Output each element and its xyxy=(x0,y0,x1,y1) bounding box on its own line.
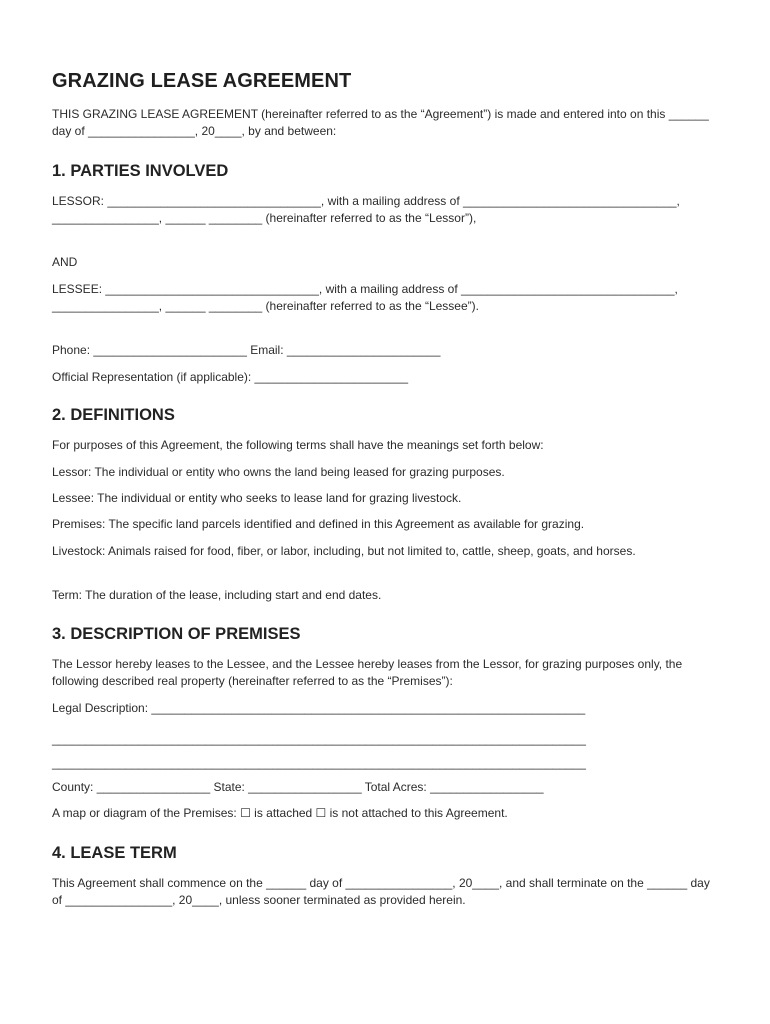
document-title: GRAZING LEASE AGREEMENT xyxy=(52,70,352,92)
legal-description-line-3: ________________________________________________________________________________ xyxy=(52,756,586,770)
official-representation-line: Official Representation (if applicable): _______________________ xyxy=(52,370,409,384)
legal-description-line: Legal Description: _________________________________________________________________ xyxy=(52,701,586,715)
definition-livestock: Livestock: Animals raised for food, fiber, or labor, including, but not limited to, cattle, sheep, goats, and horses. xyxy=(52,544,636,558)
lessee-paragraph: LESSEE: ________________________________, with a mailing address of ________________________________, ________________, ______ ________ (hereinafter referred to as the “Lessee”). xyxy=(52,282,678,313)
and-text: AND xyxy=(52,255,78,269)
definition-term: Term: The duration of the lease, including start and end dates. xyxy=(52,588,382,602)
phone-email-line: Phone: _______________________ Email: _______________________ xyxy=(52,343,441,357)
map-attachment-line: A map or diagram of the Premises: ☐ is attached ☐ is not attached to this Agreement. xyxy=(52,806,508,820)
definition-premises: Premises: The specific land parcels identified and defined in this Agreement as available for grazing. xyxy=(52,517,585,531)
lessor-paragraph: LESSOR: ________________________________, with a mailing address of ________________________________, ________________, ______ ________ (hereinafter referred to as the “Lessor”), xyxy=(52,194,680,225)
section-2-heading: 2. DEFINITIONS xyxy=(52,406,175,424)
section-1-heading: 1. PARTIES INVOLVED xyxy=(52,162,229,180)
county-state-acres-line: County: _________________ State: _________________ Total Acres: _________________ xyxy=(52,780,544,794)
definitions-intro: For purposes of this Agreement, the following terms shall have the meanings set forth below: xyxy=(52,438,544,452)
section-4-heading: 4. LEASE TERM xyxy=(52,844,177,862)
legal-description-line-2: ________________________________________________________________________________ xyxy=(52,732,586,746)
section-3-heading: 3. DESCRIPTION OF PREMISES xyxy=(52,625,301,643)
definition-lessee: Lessee: The individual or entity who seeks to lease land for grazing livestock. xyxy=(52,491,462,505)
definition-lessor: Lessor: The individual or entity who owns the land being leased for grazing purposes. xyxy=(52,465,505,479)
premises-intro: The Lessor hereby leases to the Lessee, and the Lessee hereby leases from the Lessor, for grazing purposes only, the following described real property (hereinafter referred to as the “Premises”): xyxy=(52,657,683,688)
intro-paragraph: THIS GRAZING LEASE AGREEMENT (hereinafter referred to as the “Agreement”) is made and entered into on this ______ day of ________________, 20____, by and between: xyxy=(52,107,709,138)
lease-term-paragraph: This Agreement shall commence on the ______ day of ________________, 20____, and shall terminate on the ______ day of ________________, 20____, unless sooner terminated as provided herein. xyxy=(52,876,710,907)
